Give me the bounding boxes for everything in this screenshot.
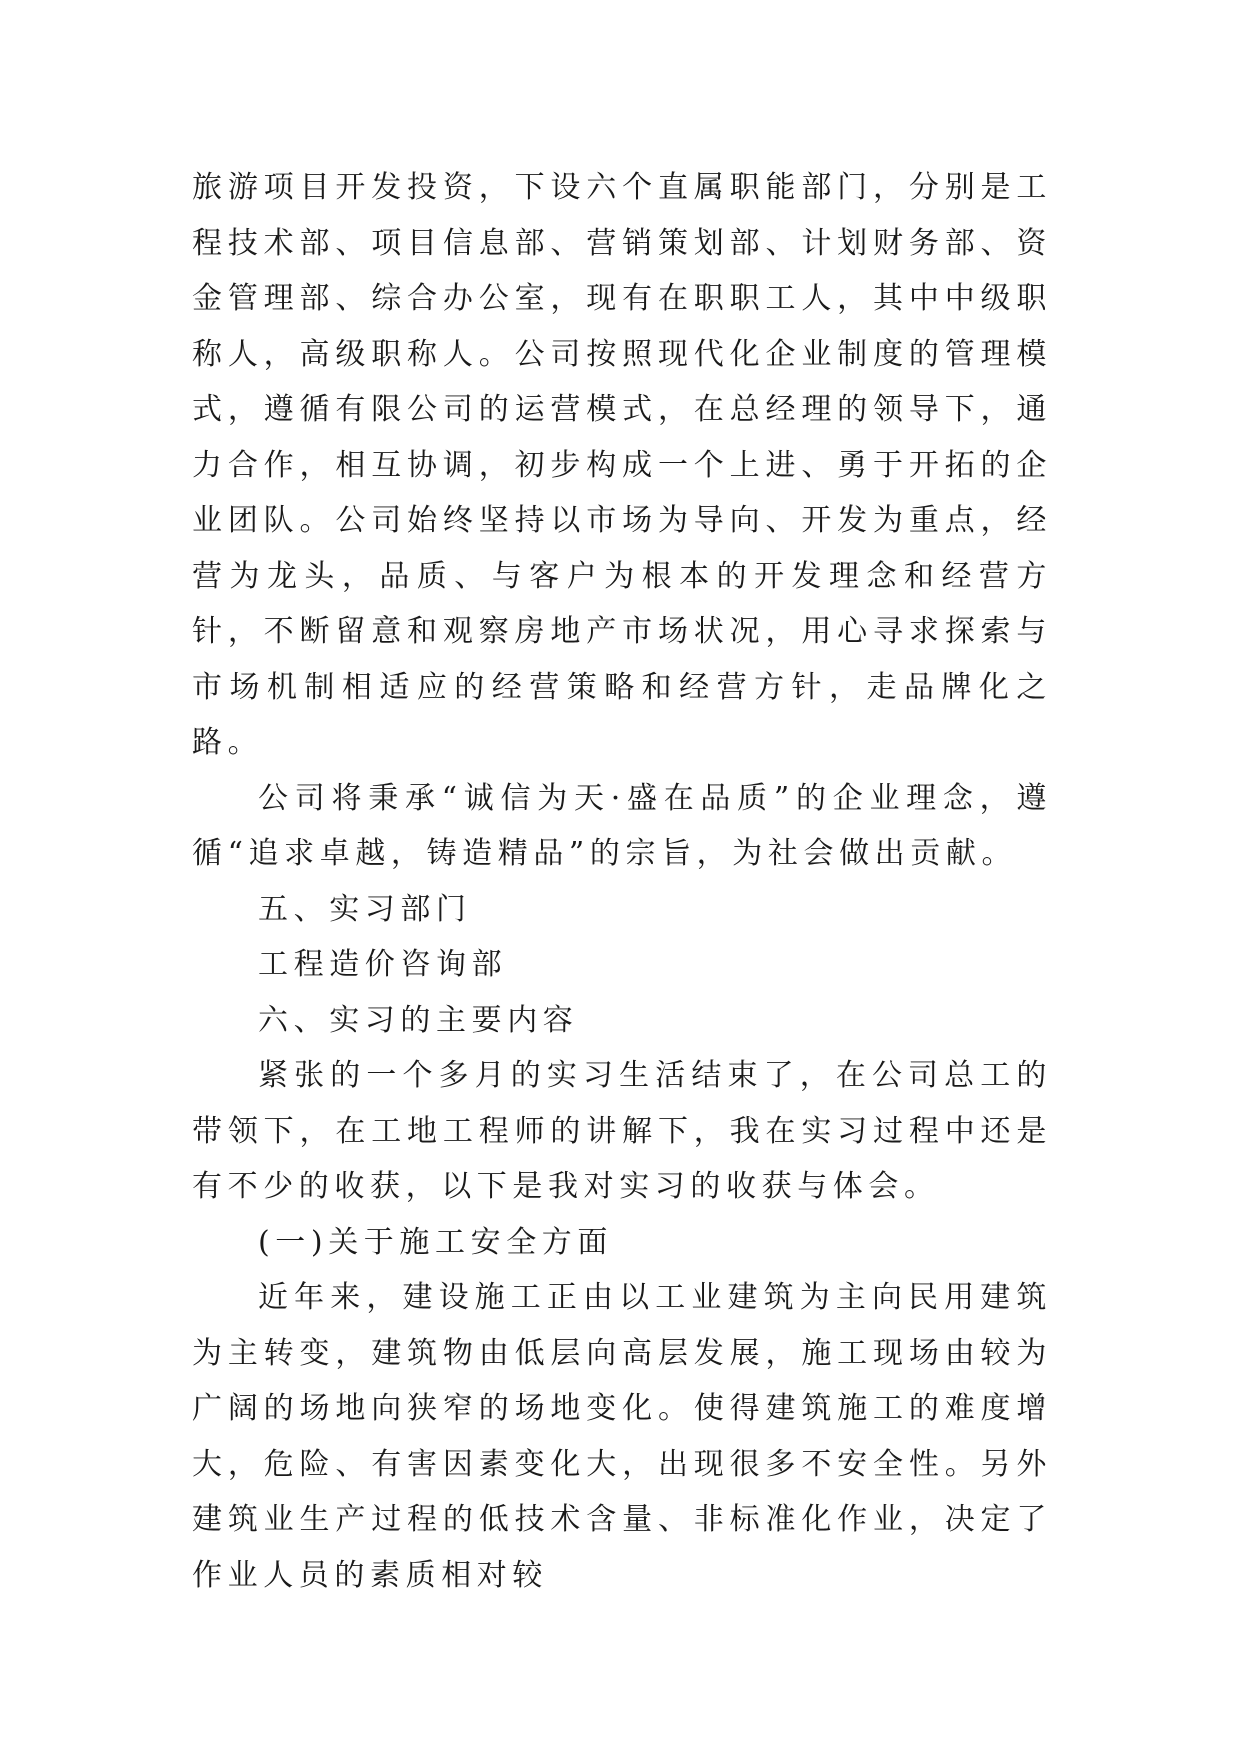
subsection-heading-construction-safety: (一)关于施工安全方面: [258, 1224, 614, 1260]
section-heading-internship-content: 六、实习的主要内容: [258, 1002, 579, 1038]
body-paragraph-company-philosophy: 公司将秉承“诚信为天·盛在品质”的企业理念，遵循“追求卓越，铸造精品”的宗旨，为社会做出贡献。: [192, 780, 1052, 871]
section-heading-internship-department: 五、实习部门: [258, 891, 472, 927]
body-paragraph-construction-safety: 近年来，建设施工正由以工业建筑为主向民用建筑为主转变，建筑物由低层向高层发展，施工现场由较为广阔的场地向狭窄的场地变化。使得建筑施工的难度增大，危险、有害因素变化大，出现很多不安全性。另外建筑业生产过程的低技术含量、非标准化作业，决定了作业人员的素质相对较: [192, 1280, 1052, 1593]
department-name: 工程造价咨询部: [258, 947, 508, 982]
body-paragraph-internship-summary: 紧张的一个多月的实习生活结束了，在公司总工的带领下，在工地工程师的讲解下，我在实习过程中还是有不少的收获，以下是我对实习的收获与体会。: [192, 1058, 1052, 1204]
body-paragraph-company-intro: 旅游项目开发投资，下设六个直属职能部门，分别是工程技术部、项目信息部、营销策划部、计划财务部、资金管理部、综合办公室，现有在职职工人，其中中级职称人，高级职称人。公司按照现代化企业制度的管理模式，遵循有限公司的运营模式，在总经理的领导下，通力合作，相互协调，初步构成一个上进、勇于开拓的企业团队。公司始终坚持以市场为导向、开发为重点，经营为龙头，品质、与客户为根本的开发理念和经营方针，不断留意和观察房地产市场状况，用心寻求探索与市场机制相适应的经营策略和经营方针，走品牌化之路。: [192, 170, 1052, 760]
document-page: [192, 160, 1052, 1603]
